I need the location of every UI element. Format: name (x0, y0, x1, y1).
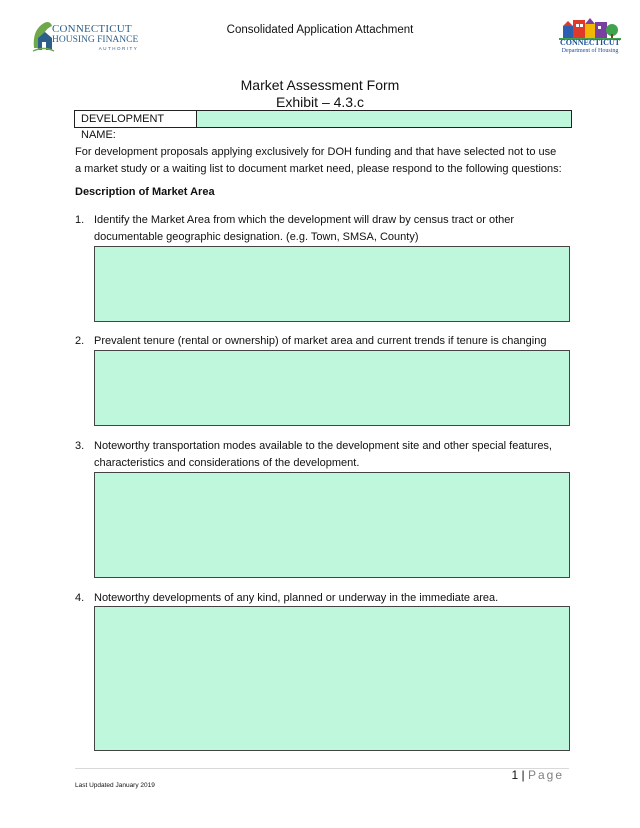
section-heading: Description of Market Area (75, 186, 215, 198)
question-3-answer-field[interactable] (94, 472, 570, 578)
chfa-logo-line3: AUTHORITY (98, 45, 139, 51)
last-updated: Last Updated January 2019 (75, 782, 155, 789)
page-number (460, 768, 564, 782)
question-2-text: Prevalent tenure (rental or ownership) of market area and current trends if tenure is changing (94, 335, 547, 347)
chfa-logo-line2: HOUSING FINANCE (52, 35, 139, 45)
development-name-field[interactable] (197, 111, 571, 127)
question-3-text: Noteworthy transportation modes available to the development site and other special features, characteristics and considerations of the development. (94, 440, 552, 469)
chfa-logo-text (52, 24, 138, 51)
doh-logo-line1: CONNECTICUT (559, 38, 620, 47)
chfa-logo-line1: CONNECTICUT (52, 23, 132, 35)
question-1-text: Identify the Market Area from which the development will draw by census tract or other documentable geographic designation. (e.g. Town, SMSA, County) (94, 214, 515, 243)
question-2-number: 2. (75, 335, 85, 347)
question-1-answer-field[interactable] (94, 246, 570, 322)
question-2-answer-field[interactable] (94, 350, 570, 426)
page-number-label: Page (527, 768, 564, 782)
question-4-number: 4. (75, 592, 85, 604)
question-3-number: 3. (75, 440, 85, 452)
page-number-value: 1 (511, 768, 519, 782)
doh-logo-line2: Department of Housing (561, 48, 619, 54)
page-number-separator: | (521, 768, 525, 782)
form-title (0, 77, 640, 111)
form-title-line2: Exhibit – 4.3.c (276, 94, 364, 110)
intro-paragraph: For development proposals applying exclusively for DOH funding and that have selected not to use a market study or a waiting list to document market need, please respond to the following questions: (75, 146, 562, 175)
development-name-row (74, 110, 572, 141)
doh-logo-text (553, 39, 627, 54)
question-1-number: 1. (75, 214, 85, 226)
development-name-label: DEVELOPMENT NAME: (75, 111, 197, 127)
question-4-text: Noteworthy developments of any kind, planned or underway in the immediate area. (94, 592, 499, 604)
header-title: Consolidated Application Attachment (226, 24, 414, 36)
question-4-answer-field[interactable] (94, 606, 570, 751)
form-title-line1: Market Assessment Form (240, 77, 400, 93)
